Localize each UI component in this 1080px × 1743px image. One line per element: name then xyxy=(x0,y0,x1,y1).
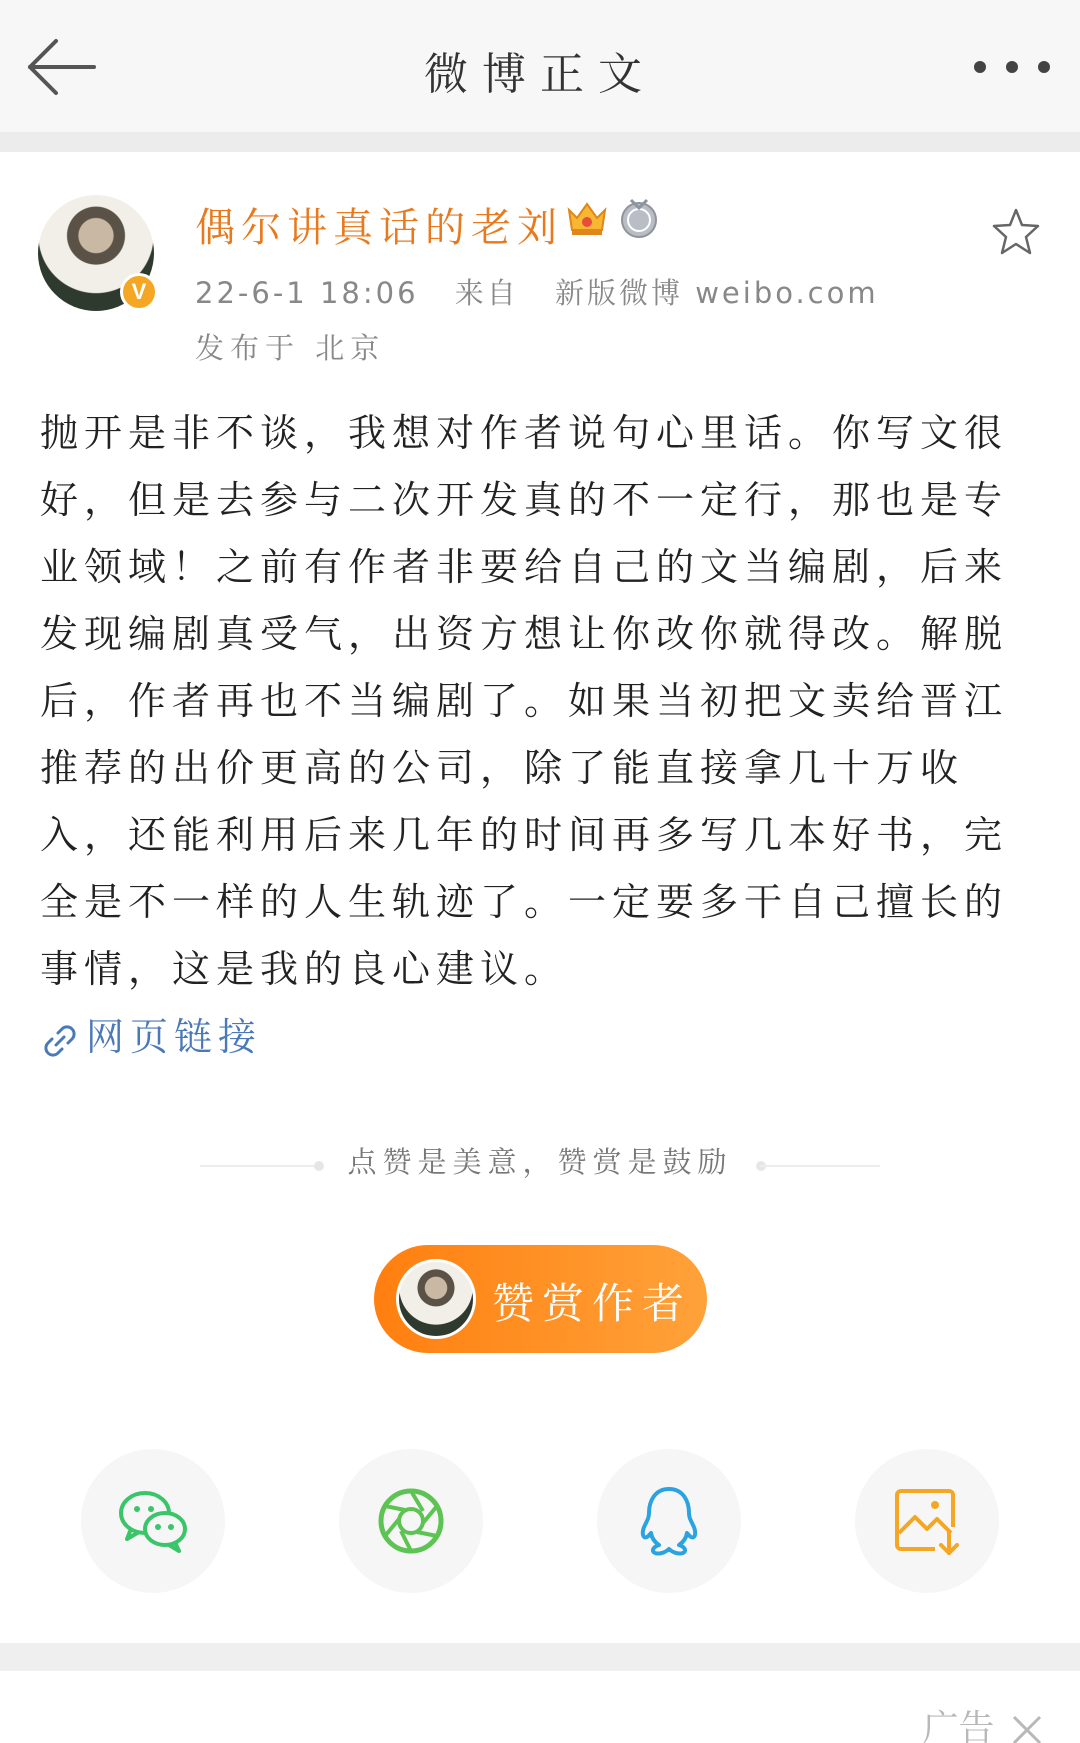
reward-avatar xyxy=(396,1259,476,1339)
share-qq-button[interactable] xyxy=(597,1449,741,1593)
reward-author-button[interactable] xyxy=(374,1245,707,1353)
favorite-star-icon[interactable] xyxy=(990,206,1042,258)
more-button[interactable] xyxy=(970,50,1054,84)
reward-button-label: 赞赏作者 xyxy=(492,1279,693,1328)
medal-badge-icon[interactable] xyxy=(617,196,661,240)
save-image-button[interactable] xyxy=(855,1449,999,1593)
ad-area xyxy=(923,1700,1044,1743)
close-icon[interactable] xyxy=(1010,1713,1044,1743)
post-location: 发布于 北京 xyxy=(195,331,386,365)
post-time: 22-6-1 18:06 xyxy=(195,276,419,310)
more-dots-icon xyxy=(970,50,1054,84)
author-name[interactable]: 偶尔讲真话的老刘 xyxy=(195,205,563,251)
footer-divider xyxy=(0,1643,1080,1671)
share-wechat-button[interactable] xyxy=(81,1449,225,1593)
post-source: 新版微博 weibo.com xyxy=(554,276,879,310)
hint-divider-right xyxy=(760,1165,880,1167)
web-link-label: 网页链接 xyxy=(86,1015,263,1059)
share-moments-button[interactable] xyxy=(339,1449,483,1593)
source-prefix: 来自 xyxy=(454,276,519,310)
verified-badge-icon: V xyxy=(120,273,158,311)
qq-icon xyxy=(629,1481,709,1561)
page-title: 微博正文 xyxy=(424,49,656,100)
moments-icon xyxy=(371,1481,451,1561)
save-image-icon xyxy=(887,1481,967,1561)
web-link[interactable] xyxy=(40,1006,262,1061)
link-icon xyxy=(40,1021,80,1061)
post-meta xyxy=(195,271,903,312)
reward-hint: 点赞是美意，赞赏是鼓励 xyxy=(347,1145,733,1179)
crown-badge-icon[interactable] xyxy=(565,196,609,240)
wechat-icon xyxy=(113,1481,193,1561)
post-content: 抛开是非不谈，我想对作者说句心里话。你写文很好，但是去参与二次开发真的不一定行，那也是专业领域！之前有作者非要给自己的文当编剧，后来发现编剧真受气，出资方想让你改你就得改。解脱后，作者再也不当编剧了。如果当初把文卖给晋江推荐的出价更高的公司，除了能直接拿几十万收入，还能利用后来几年的时间再多写几本好书，完全是不一样的人生轨迹了。一定要多干自己擅长的事情，这是我的良心建议。 xyxy=(40,411,1009,991)
header-divider xyxy=(0,132,1080,152)
top-bar xyxy=(0,0,1080,132)
ad-label: 广告 xyxy=(922,1708,995,1743)
author-avatar-container[interactable] xyxy=(38,195,154,311)
